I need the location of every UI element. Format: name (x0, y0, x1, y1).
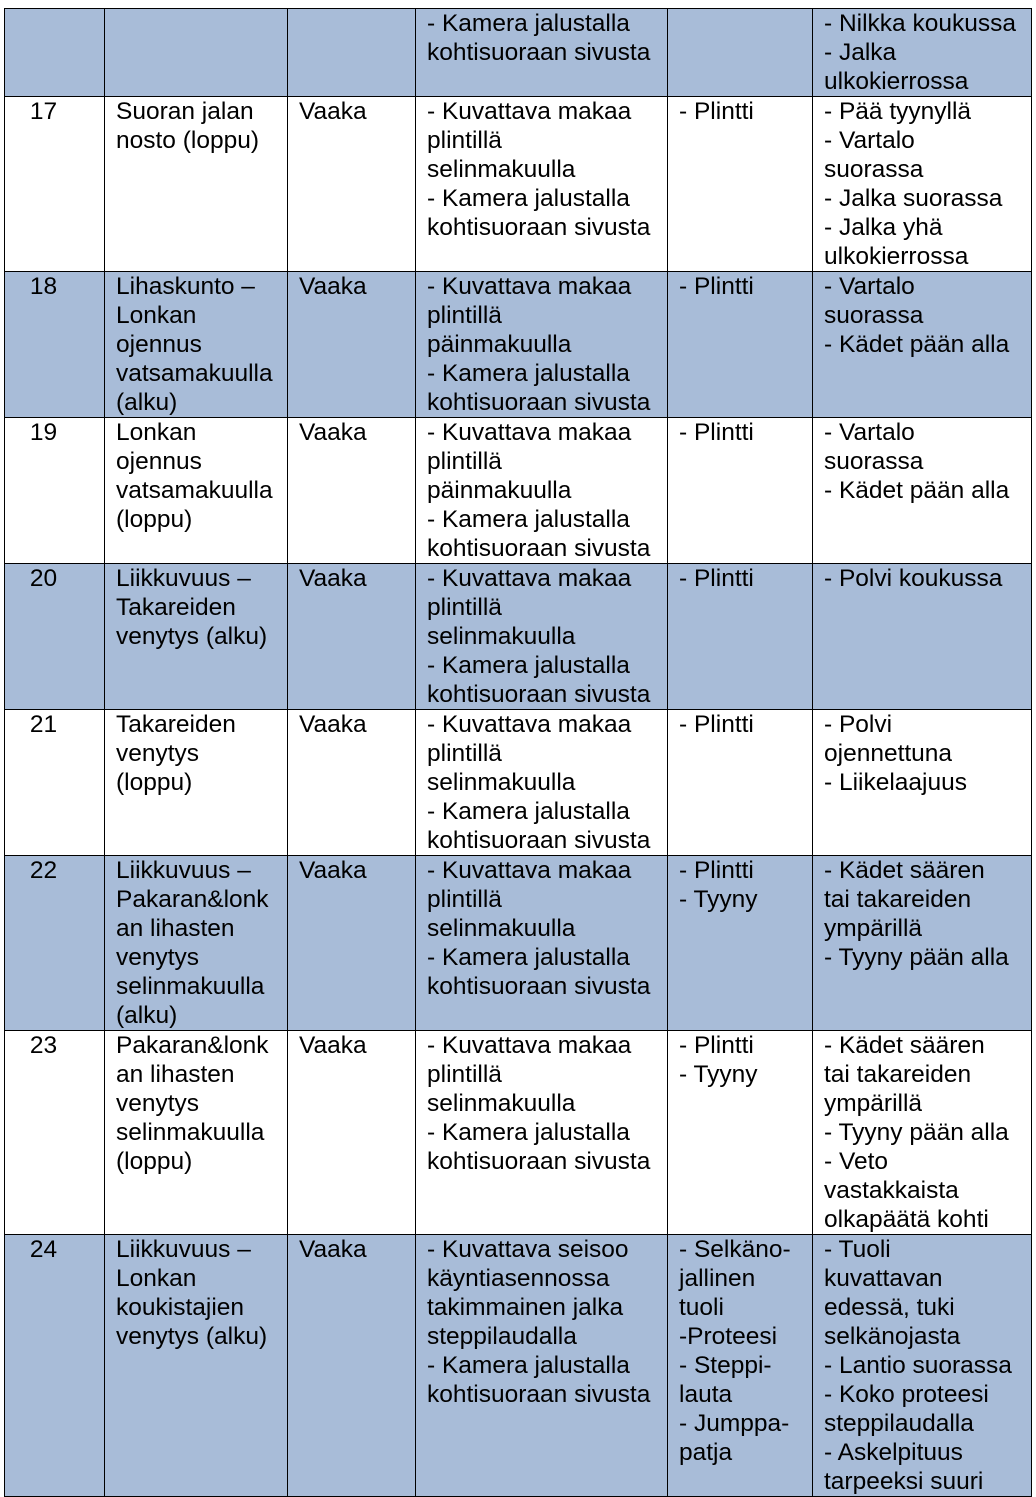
cell-text-line: - Nilkka koukussa (824, 10, 1016, 37)
cell-text-line: Pakaran&lonk (116, 886, 269, 913)
exercise-name-cell (105, 710, 288, 856)
cell-text-line: edessä, tuki (824, 1294, 955, 1321)
cell-text-line: - Liikelaajuus (824, 769, 967, 796)
exercise-name-cell (105, 9, 288, 97)
cell-text-line: Liikkuvuus – (116, 857, 251, 884)
table-row (5, 418, 1032, 564)
cell-text-line: an lihasten (116, 915, 235, 942)
cell-text-line: - Plintti (679, 273, 754, 300)
setup-cell (416, 9, 668, 97)
cell-text-line: kohtisuoraan sivusta (427, 827, 651, 854)
cell-text-line: - Kuvattava makaa (427, 711, 632, 738)
cell-text-line: kohtisuoraan sivusta (427, 214, 651, 241)
orientation-cell (288, 1031, 416, 1235)
cell-text-line: tai takareiden (824, 1061, 972, 1088)
cell-text-line: 23 (29, 1032, 58, 1059)
table-row (5, 564, 1032, 710)
equipment-cell (668, 97, 813, 272)
cell-text-line: plintillä (427, 594, 502, 621)
orientation-cell (288, 272, 416, 418)
equipment-cell (668, 272, 813, 418)
cell-text-line: - Kädet säären (824, 1032, 985, 1059)
cell-text-line: - Tyyny pään alla (824, 944, 1009, 971)
cell-text-line: - Plintti (679, 711, 754, 738)
cell-text-line: kohtisuoraan sivusta (427, 973, 651, 1000)
cell-text-line: - Plintti (679, 565, 754, 592)
equipment-cell (668, 710, 813, 856)
cell-text-line: - Kamera jalustalla (427, 185, 630, 212)
setup-cell (416, 1031, 668, 1235)
cell-text-line: selinmakuulla (116, 1119, 265, 1146)
orientation-cell (288, 1235, 416, 1497)
cell-text-line: Vaaka (299, 565, 367, 592)
cell-text-line: patja (679, 1439, 733, 1466)
exercise-number-cell (5, 97, 105, 272)
cell-text-line: - Tyyny pään alla (824, 1119, 1009, 1146)
table-row (5, 710, 1032, 856)
cell-text-line: Lonkan (116, 419, 197, 446)
cell-text-line: 19 (29, 419, 58, 446)
cell-text-line: - Kamera jalustalla (427, 506, 630, 533)
cell-text-line: - Plintti (679, 857, 754, 884)
exercise-name-cell (105, 418, 288, 564)
cell-text-line: -Proteesi (679, 1323, 778, 1350)
cell-text-line: Vaaka (299, 419, 367, 446)
cell-text-line: vatsamakuulla (116, 477, 273, 504)
cell-text-line: Vaaka (299, 711, 367, 738)
cell-text-line: - Plintti (679, 1032, 754, 1059)
cell-text-line: plintillä (427, 448, 502, 475)
notes-cell (813, 418, 1032, 564)
cell-text-line: Liikkuvuus – (116, 1236, 251, 1263)
cell-text-line: tarpeeksi suuri (824, 1468, 984, 1495)
cell-text-line: jallinen (679, 1265, 756, 1292)
cell-text-line: ojennus (116, 331, 202, 358)
cell-text-line: - Kädet pään alla (824, 331, 1010, 358)
orientation-cell (288, 856, 416, 1031)
exercise-number-cell (5, 564, 105, 710)
setup-cell (416, 97, 668, 272)
orientation-cell (288, 97, 416, 272)
cell-text-line: suorassa (824, 302, 924, 329)
cell-text-line: - Kamera jalustalla (427, 1119, 630, 1146)
cell-text-line: - Kuvattava makaa (427, 565, 632, 592)
cell-text-line: - Kamera jalustalla (427, 798, 630, 825)
cell-text-line: 18 (29, 273, 58, 300)
cell-text-line: venytys (alku) (116, 1323, 268, 1350)
notes-cell (813, 272, 1032, 418)
cell-text-line: - Koko proteesi (824, 1381, 989, 1408)
cell-text-line: Takareiden (116, 594, 236, 621)
cell-text-line: - Jalka suorassa (824, 185, 1003, 212)
cell-text-line: (loppu) (116, 1148, 193, 1175)
cell-text-line: vastakkaista (824, 1177, 959, 1204)
cell-text-line: kohtisuoraan sivusta (427, 535, 651, 562)
notes-cell (813, 9, 1032, 97)
exercise-photo-table (4, 8, 1032, 1497)
cell-text-line: (alku) (116, 1002, 178, 1029)
equipment-cell (668, 418, 813, 564)
cell-text-line: venytys (116, 740, 200, 767)
cell-text-line: plintillä (427, 127, 502, 154)
cell-text-line: - Tyyny (679, 1061, 758, 1088)
setup-cell (416, 1235, 668, 1497)
cell-text-line: (loppu) (116, 769, 193, 796)
cell-text-line: venytys (alku) (116, 623, 268, 650)
table-row (5, 272, 1032, 418)
cell-text-line: 24 (29, 1236, 58, 1263)
cell-text-line: selkänojasta (824, 1323, 961, 1350)
cell-text-line: - Vartalo (824, 127, 915, 154)
cell-text-line: - Kuvattava makaa (427, 419, 632, 446)
cell-text-line: steppilaudalla (427, 1323, 577, 1350)
exercise-number-cell (5, 418, 105, 564)
cell-text-line: - Kamera jalustalla (427, 1352, 630, 1379)
cell-text-line: steppilaudalla (824, 1410, 974, 1437)
equipment-cell (668, 1235, 813, 1497)
notes-cell (813, 564, 1032, 710)
cell-text-line: ympärillä (824, 1090, 923, 1117)
cell-text-line: suorassa (824, 448, 924, 475)
cell-text-line: Lonkan (116, 302, 197, 329)
cell-text-line: plintillä (427, 1061, 502, 1088)
table-row (5, 9, 1032, 97)
cell-text-line: nosto (loppu) (116, 127, 260, 154)
exercise-name-cell (105, 97, 288, 272)
cell-text-line: Takareiden (116, 711, 236, 738)
exercise-name-cell (105, 1235, 288, 1497)
equipment-cell (668, 564, 813, 710)
orientation-cell (288, 710, 416, 856)
setup-cell (416, 564, 668, 710)
cell-text-line: Lihaskunto – (116, 273, 255, 300)
cell-text-line: - Jumppa- (679, 1410, 790, 1437)
cell-text-line: lauta (679, 1381, 733, 1408)
table-row (5, 1031, 1032, 1235)
cell-text-line: tai takareiden (824, 886, 972, 913)
cell-text-line: selinmakuulla (116, 973, 265, 1000)
cell-text-line: - Vartalo (824, 273, 915, 300)
cell-text-line: - Kamera jalustalla (427, 360, 630, 387)
exercise-number-cell (5, 272, 105, 418)
equipment-cell (668, 856, 813, 1031)
exercise-number-cell (5, 710, 105, 856)
cell-text-line: selinmakuulla (427, 156, 576, 183)
cell-text-line: (alku) (116, 389, 178, 416)
cell-text-line: kohtisuoraan sivusta (427, 39, 651, 66)
notes-cell (813, 1235, 1032, 1497)
exercise-name-cell (105, 272, 288, 418)
exercise-number-cell (5, 1031, 105, 1235)
cell-text-line: - Steppi- (679, 1352, 772, 1379)
cell-text-line: - Lantio suorassa (824, 1352, 1012, 1379)
cell-text-line: kohtisuoraan sivusta (427, 681, 651, 708)
exercise-name-cell (105, 564, 288, 710)
table-row (5, 856, 1032, 1031)
cell-text-line: Liikkuvuus – (116, 565, 251, 592)
cell-text-line: - Pää tyynyllä (824, 98, 972, 125)
cell-text-line: selinmakuulla (427, 769, 576, 796)
cell-text-line: - Plintti (679, 419, 754, 446)
orientation-cell (288, 418, 416, 564)
cell-text-line: ojennettuna (824, 740, 953, 767)
setup-cell (416, 418, 668, 564)
cell-text-line: selinmakuulla (427, 915, 576, 942)
cell-text-line: - Askelpituus (824, 1439, 963, 1466)
cell-text-line: kuvattavan (824, 1265, 943, 1292)
cell-text-line: - Kuvattava seisoo (427, 1236, 629, 1263)
cell-text-line: venytys (116, 944, 200, 971)
cell-text-line: päinmakuulla (427, 331, 572, 358)
table-row (5, 1235, 1032, 1497)
exercise-name-cell (105, 1031, 288, 1235)
cell-text-line: - Vartalo (824, 419, 915, 446)
table-body (5, 9, 1032, 1497)
cell-text-line: kohtisuoraan sivusta (427, 1381, 651, 1408)
cell-text-line: selinmakuulla (427, 623, 576, 650)
cell-text-line: Suoran jalan (116, 98, 254, 125)
exercise-number-cell (5, 9, 105, 97)
cell-text-line: olkapäätä kohti (824, 1206, 989, 1233)
notes-cell (813, 710, 1032, 856)
cell-text-line: - Kuvattava makaa (427, 98, 632, 125)
cell-text-line: 17 (29, 98, 58, 125)
table-row (5, 97, 1032, 272)
cell-text-line: - Selkäno- (679, 1236, 791, 1263)
cell-text-line: Vaaka (299, 98, 367, 125)
notes-cell (813, 856, 1032, 1031)
equipment-cell (668, 9, 813, 97)
cell-text-line: 20 (29, 565, 58, 592)
cell-text-line: - Kamera jalustalla (427, 10, 630, 37)
notes-cell (813, 97, 1032, 272)
cell-text-line: 22 (29, 857, 58, 884)
cell-text-line: - Polvi koukussa (824, 565, 1003, 592)
cell-text-line: ojennus (116, 448, 202, 475)
cell-text-line: - Polvi (824, 711, 893, 738)
cell-text-line: ulkokierrossa (824, 243, 969, 270)
cell-text-line: vatsamakuulla (116, 360, 273, 387)
cell-text-line: suorassa (824, 156, 924, 183)
cell-text-line: - Kamera jalustalla (427, 944, 630, 971)
cell-text-line: Vaaka (299, 273, 367, 300)
cell-text-line: - Tuoli (824, 1236, 891, 1263)
cell-text-line: kohtisuoraan sivusta (427, 389, 651, 416)
cell-text-line: - Kuvattava makaa (427, 857, 632, 884)
cell-text-line: an lihasten (116, 1061, 235, 1088)
cell-text-line: selinmakuulla (427, 1090, 576, 1117)
cell-text-line: Vaaka (299, 1236, 367, 1263)
cell-text-line: - Veto (824, 1148, 889, 1175)
cell-text-line: plintillä (427, 302, 502, 329)
cell-text-line: - Jalka yhä (824, 214, 943, 241)
cell-text-line: 21 (29, 711, 58, 738)
cell-text-line: takimmainen jalka (427, 1294, 624, 1321)
orientation-cell (288, 9, 416, 97)
cell-text-line: - Tyyny (679, 886, 758, 913)
setup-cell (416, 272, 668, 418)
cell-text-line: - Kuvattava makaa (427, 273, 632, 300)
notes-cell (813, 1031, 1032, 1235)
cell-text-line: Vaaka (299, 1032, 367, 1059)
cell-text-line: plintillä (427, 740, 502, 767)
exercise-number-cell (5, 856, 105, 1031)
exercise-name-cell (105, 856, 288, 1031)
cell-text-line: Lonkan (116, 1265, 197, 1292)
cell-text-line: - Plintti (679, 98, 754, 125)
cell-text-line: (loppu) (116, 506, 193, 533)
cell-text-line: - Kuvattava makaa (427, 1032, 632, 1059)
cell-text-line: - Kädet säären (824, 857, 985, 884)
cell-text-line: venytys (116, 1090, 200, 1117)
cell-text-line: Pakaran&lonk (116, 1032, 269, 1059)
orientation-cell (288, 564, 416, 710)
cell-text-line: plintillä (427, 886, 502, 913)
cell-text-line: Vaaka (299, 857, 367, 884)
cell-text-line: - Kädet pään alla (824, 477, 1010, 504)
cell-text-line: ulkokierrossa (824, 68, 969, 95)
setup-cell (416, 856, 668, 1031)
cell-text-line: ympärillä (824, 915, 923, 942)
equipment-cell (668, 1031, 813, 1235)
exercise-number-cell (5, 1235, 105, 1497)
cell-text-line: koukistajien (116, 1294, 245, 1321)
cell-text-line: käyntiasennossa (427, 1265, 610, 1292)
setup-cell (416, 710, 668, 856)
cell-text-line: - Kamera jalustalla (427, 652, 630, 679)
cell-text-line: päinmakuulla (427, 477, 572, 504)
cell-text-line: kohtisuoraan sivusta (427, 1148, 651, 1175)
cell-text-line: tuoli (679, 1294, 724, 1321)
cell-text-line: - Jalka (824, 39, 897, 66)
